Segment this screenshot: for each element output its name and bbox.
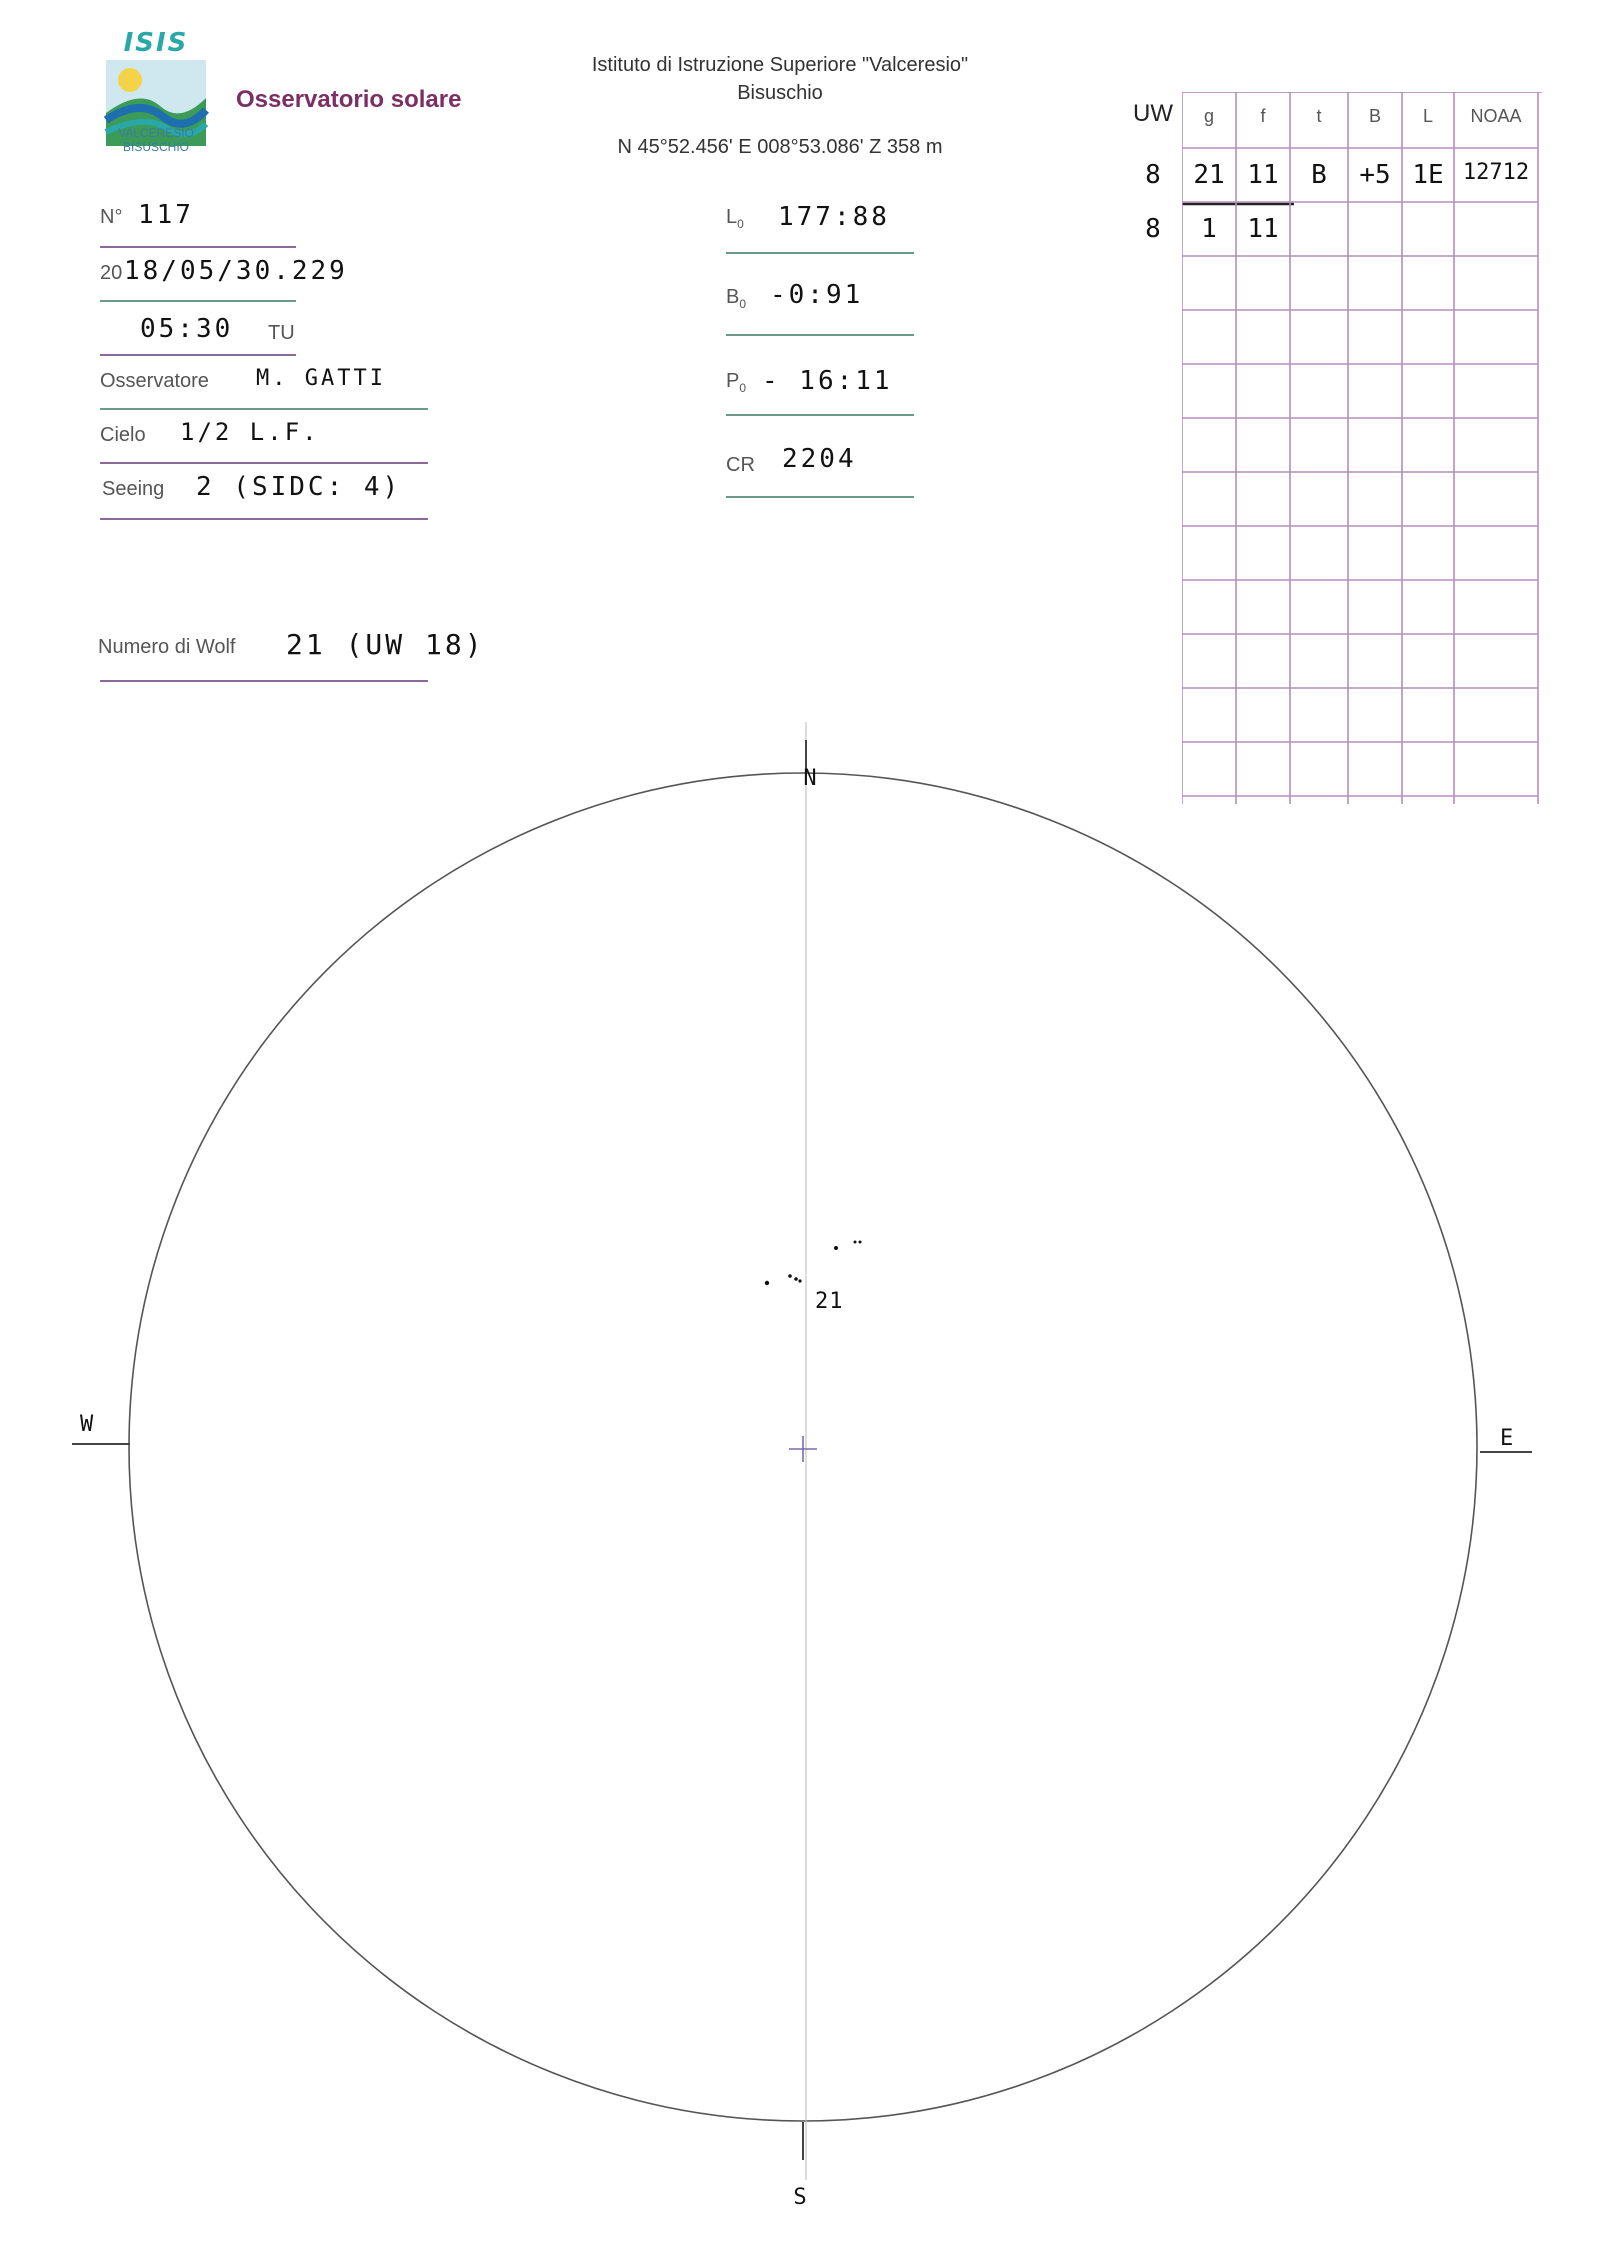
- cr-label: CR: [726, 454, 755, 476]
- date-prefix: 20: [100, 262, 123, 284]
- east-marker: [1500, 1426, 1513, 1451]
- p0-letter: P: [726, 370, 740, 392]
- table-row-uw: 8: [1145, 160, 1161, 190]
- institute-city: Bisuschio: [737, 82, 823, 104]
- l0-value: 177:88: [778, 202, 890, 232]
- b0-subscript: 0: [739, 297, 747, 311]
- cr-value: 2204: [782, 444, 857, 474]
- time-value: 05:30: [140, 314, 234, 344]
- institute-name: Istituto di Istruzione Superiore "Valceresio": [591, 54, 969, 76]
- sunspot: [794, 1277, 798, 1281]
- table-cell: 1: [1201, 214, 1217, 244]
- number-value: 117: [138, 200, 194, 230]
- sky-label: Cielo: [100, 424, 146, 446]
- wolf-value: 21 (UW 18): [286, 628, 485, 661]
- l0-letter: L: [726, 206, 738, 228]
- seeing-value: 2 (SIDC: 4): [196, 472, 402, 502]
- b0-letter: B: [726, 286, 740, 308]
- table-header-cell: NOAA: [1470, 106, 1522, 126]
- table-cell: 11: [1247, 160, 1279, 190]
- number-label: N°: [100, 206, 123, 228]
- table-header-cell: f: [1260, 106, 1266, 126]
- north-label: N: [803, 766, 817, 791]
- sunspot: [854, 1241, 857, 1244]
- table-cell: 1E: [1412, 160, 1444, 190]
- sunspot: [859, 1241, 862, 1244]
- l0-subscript: 0: [737, 217, 744, 231]
- observer-label: Osservatore: [100, 370, 209, 392]
- table-header-cell: B: [1368, 106, 1381, 126]
- table-header-cell: t: [1316, 106, 1322, 126]
- observatory-coordinates: N 45°52.456' E 008°53.086' Z 358 m: [617, 136, 943, 158]
- table-row-uw: 8: [1145, 214, 1161, 244]
- observatory-title: Osservatorio solare: [236, 86, 462, 113]
- sunspot: [798, 1279, 801, 1282]
- table-header-cell: g: [1203, 106, 1214, 126]
- table-cell: +5: [1359, 160, 1391, 190]
- time-unit: TU: [268, 322, 295, 344]
- logo-text: ISIS: [123, 28, 189, 58]
- sunspot-group: [765, 1241, 862, 1286]
- p0-value: - 16:11: [762, 366, 893, 396]
- group-number-label: 21: [815, 1289, 844, 1314]
- sunspot: [765, 1281, 769, 1285]
- uw-header: UW: [1133, 100, 1173, 127]
- date-value: 18/05/30.229: [124, 256, 348, 286]
- logo-city-line-1: VALCERESIO: [118, 126, 194, 140]
- observer-value: M. GATTI: [256, 366, 386, 391]
- sky-value: 1/2 L.F.: [180, 418, 320, 446]
- sunspot: [834, 1246, 838, 1250]
- seeing-label: Seeing: [102, 478, 165, 500]
- south-marker: [790, 2185, 810, 2210]
- table-cell: 21: [1193, 160, 1225, 190]
- table-cell: 12712: [1462, 160, 1530, 185]
- sunspot: [788, 1274, 792, 1278]
- p0-subscript: 0: [739, 381, 747, 395]
- b0-value: -0:91: [770, 280, 864, 310]
- logo-city-line-2: BISUSCHIO: [122, 140, 189, 154]
- east-label: E: [1500, 1426, 1514, 1451]
- west-marker: [80, 1412, 93, 1437]
- west-label: W: [80, 1412, 94, 1437]
- table-cell: 11: [1247, 214, 1279, 244]
- south-label: S: [793, 2185, 807, 2210]
- north-marker: [800, 766, 820, 791]
- wolf-label: Numero di Wolf: [98, 636, 236, 658]
- table-cell: B: [1311, 160, 1327, 190]
- table-header-cell: L: [1422, 106, 1433, 126]
